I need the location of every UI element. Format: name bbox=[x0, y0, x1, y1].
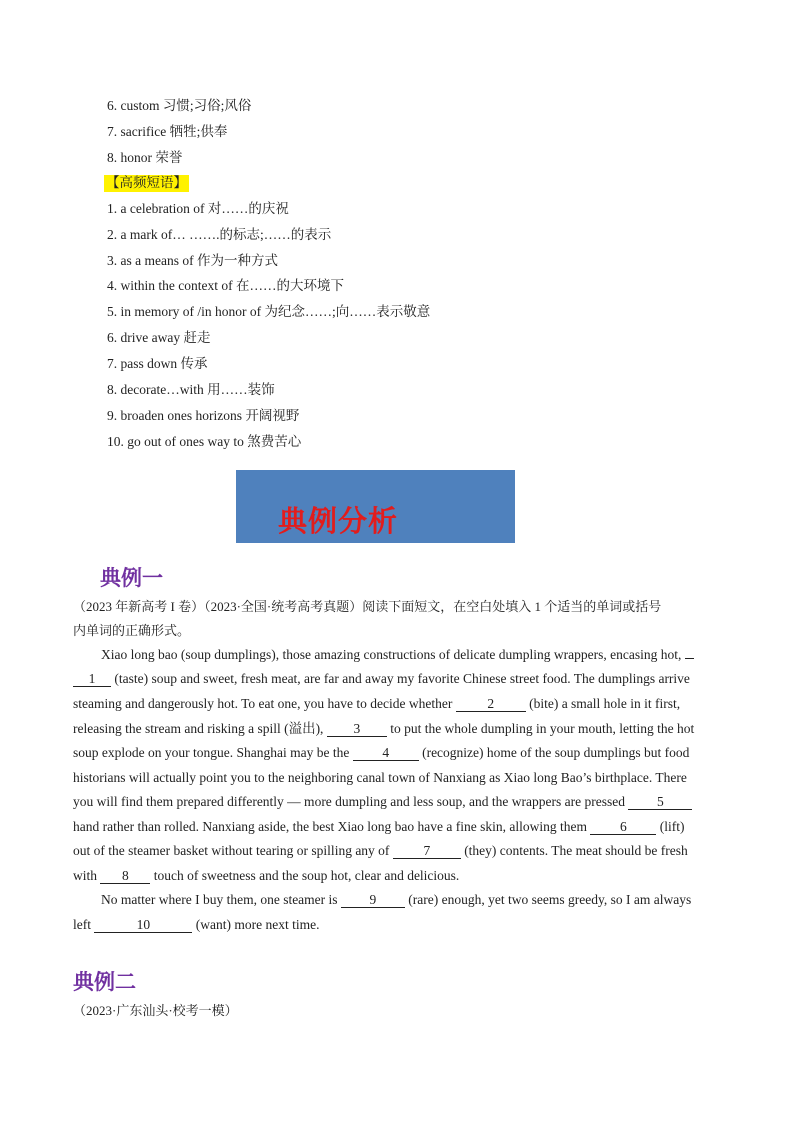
passage-text: left bbox=[73, 917, 95, 932]
passage-line bbox=[73, 916, 319, 934]
phrase-item: 7. pass down 传承 bbox=[107, 356, 208, 371]
passage-text: (recognize) home of the soup dumplings but food bbox=[418, 745, 690, 760]
passage-text: (rare) enough, yet two seems greedy, so I am always bbox=[404, 892, 692, 907]
example-1-source: （2023 年新高考 I 卷）（2023·全国·统考高考真题）阅读下面短文，在空白处填入 1 个适当的单词或括号 bbox=[73, 599, 662, 614]
blank-1[interactable]: 1 bbox=[73, 672, 111, 687]
blank-4[interactable]: 4 bbox=[353, 746, 419, 761]
phrase-item: 4. within the context of 在……的大环境下 bbox=[107, 278, 344, 293]
vocab-item: 6. custom 习惯;习俗;风俗 bbox=[107, 98, 252, 113]
blank-3[interactable]: 3 bbox=[327, 722, 387, 737]
passage-text: out of the steamer basket without tearing or spilling any of bbox=[73, 843, 393, 858]
phrase-item: 8. decorate…with 用……装饰 bbox=[107, 382, 275, 397]
blank-10[interactable]: 10 bbox=[94, 918, 192, 933]
example-2-source: （2023·广东汕头·校考一模） bbox=[73, 1003, 238, 1018]
blank-lead bbox=[685, 658, 694, 659]
phrase-item: 1. a celebration of 对……的庆祝 bbox=[107, 201, 289, 216]
blank-2[interactable]: 2 bbox=[456, 697, 526, 712]
passage-line bbox=[73, 670, 690, 688]
passage-text: you will find them prepared differently — more dumpling and less soup, and the wrappers are pressed bbox=[73, 794, 629, 809]
passage-text: Xiao long bao (soup dumplings), those amazing constructions of delicate dumpling wrappers, encasing hot, bbox=[101, 647, 685, 662]
passage-line bbox=[73, 793, 692, 811]
passage-line bbox=[101, 891, 691, 909]
passage-line bbox=[73, 842, 688, 860]
vocab-item: 8. honor 荣誉 bbox=[107, 150, 183, 165]
blank-5[interactable]: 5 bbox=[628, 795, 692, 810]
example-1-instructions: 内单词的正确形式。 bbox=[73, 623, 191, 638]
passage-text: steaming and dangerously hot. To eat one, you have to decide whether bbox=[73, 696, 456, 711]
passage-text: with bbox=[73, 868, 101, 883]
passage-text: hand rather than rolled. Nanxiang aside, the best Xiao long bao have a fine skin, allowing them bbox=[73, 819, 591, 834]
blank-6[interactable]: 6 bbox=[590, 820, 656, 835]
passage-line bbox=[73, 867, 459, 885]
passage-text: soup explode on your tongue. Shanghai may be the bbox=[73, 745, 353, 760]
passage-line bbox=[101, 646, 694, 664]
phrase-section-header: 【高频短语】 bbox=[106, 175, 187, 191]
phrase-item: 9. broaden ones horizons 开阔视野 bbox=[107, 408, 300, 423]
passage-text: (want) more next time. bbox=[192, 917, 320, 932]
passage-text: (taste) soup and sweet, fresh meat, are far and away my favorite Chinese street food. The dumplings arrive bbox=[111, 671, 690, 686]
passage-text: No matter where I buy them, one steamer is bbox=[101, 892, 341, 907]
phrase-item: 6. drive away 赶走 bbox=[107, 330, 211, 345]
blank-7[interactable]: 7 bbox=[393, 844, 461, 859]
passage-text: (they) contents. The meat should be fresh bbox=[460, 843, 688, 858]
passage-text: releasing the stream and risking a spill (溢出), bbox=[73, 721, 327, 736]
section-banner-title: 典例分析 bbox=[278, 504, 399, 538]
passage-text: (bite) a small hole in it first, bbox=[525, 696, 681, 711]
phrase-item: 3. as a means of 作为一种方式 bbox=[107, 253, 278, 268]
example-2-title: 典例二 bbox=[73, 970, 136, 994]
passage-line bbox=[73, 720, 694, 738]
passage-text: touch of sweetness and the soup hot, clear and delicious. bbox=[150, 868, 460, 883]
vocab-item: 7. sacrifice 牺牲;供奉 bbox=[107, 124, 228, 139]
passage-line bbox=[73, 744, 689, 762]
phrase-item: 10. go out of ones way to 煞费苦心 bbox=[107, 434, 302, 449]
example-1-title: 典例一 bbox=[100, 566, 163, 590]
passage-text: to put the whole dumpling in your mouth, letting the hot bbox=[386, 721, 695, 736]
passage-line bbox=[73, 695, 680, 713]
phrase-item: 2. a mark of… …….的标志;……的表示 bbox=[107, 227, 332, 242]
passage-text: historians will actually point you to the neighboring canal town of Nanxiang as Xiao long Bao’s birthplace. There bbox=[73, 770, 687, 785]
blank-9[interactable]: 9 bbox=[341, 893, 405, 908]
passage-line bbox=[73, 818, 684, 836]
blank-8[interactable]: 8 bbox=[100, 869, 150, 884]
passage-text: (lift) bbox=[656, 819, 685, 834]
passage-line bbox=[73, 769, 687, 787]
phrase-item: 5. in memory of /in honor of 为纪念……;向……表示敬意 bbox=[107, 304, 431, 319]
